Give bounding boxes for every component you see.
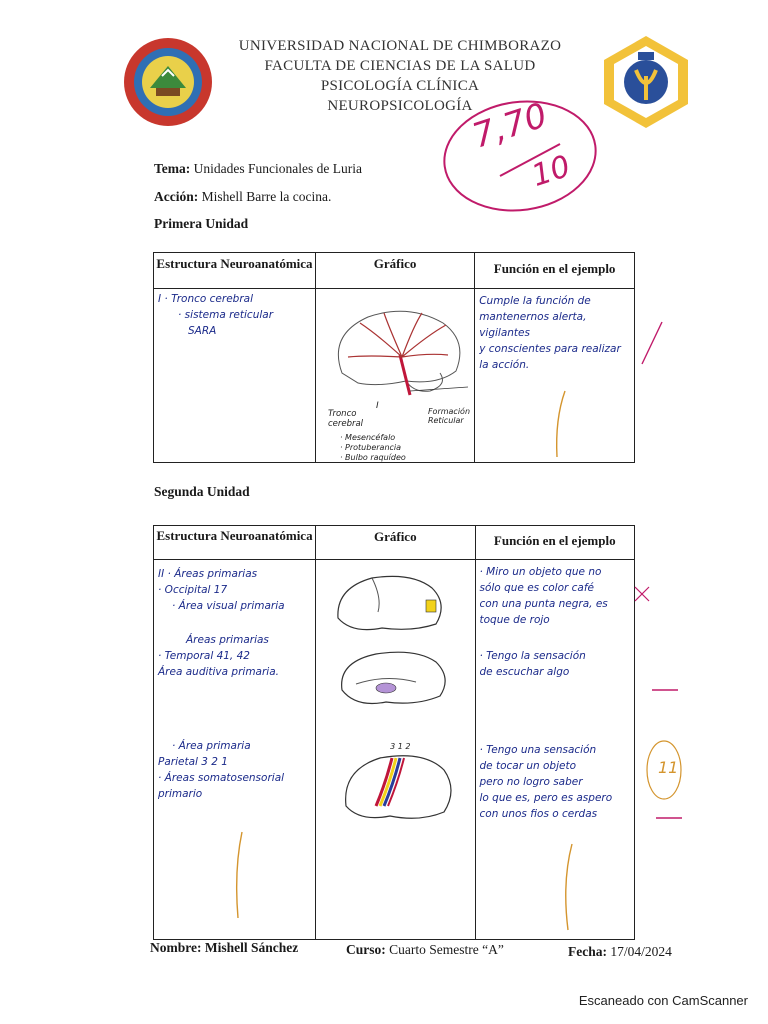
unit2-structure-line: Parietal 3 2 1 [158, 756, 228, 768]
unit2-function-line: con unos fios o cerdas [479, 808, 598, 820]
margin-x-mark [632, 584, 652, 604]
unit1-function-line: mantenernos alerta, vigilantes [479, 311, 587, 339]
accion-value: Mishell Barre la cocina. [201, 189, 332, 204]
grade-total: 10 [527, 148, 575, 195]
curso-value: Cuarto Semestre “A” [389, 942, 504, 957]
footer-name [150, 940, 298, 956]
unit1-function-line: la acción. [479, 359, 530, 371]
unit1-header-graphic: Gráfico [315, 253, 474, 289]
header-faculty: FACULTA DE CIENCIAS DE LA SALUD [264, 58, 536, 74]
unit2-function-line: con una punta negra, es [479, 598, 608, 610]
diagram-part: · Bulbo raquídeo [339, 453, 406, 462]
unit2-header-graphic: Gráfico [316, 526, 475, 560]
tema-line [154, 161, 362, 177]
unit1-header-structure: Estructura Neuroanatómica [154, 253, 316, 289]
unit2-function-line: lo que es, pero es aspero [479, 792, 613, 804]
grade-mark [440, 96, 600, 216]
diagram-label-tronco: Tronco cerebral [327, 409, 364, 429]
unit2-function-line: pero no logro saber [479, 776, 583, 788]
margin-score-mark: 11 [658, 758, 679, 777]
blank-strike-mark [558, 842, 578, 932]
accion-line [154, 189, 331, 205]
unit1-graphic-cell [315, 289, 474, 463]
tema-label: Tema: [154, 161, 191, 176]
unit2-structure-line: · Áreas somatosensorial [158, 772, 285, 784]
unit2-function-cell [475, 560, 635, 940]
unit2-function-line: · Tengo una sensación [479, 744, 597, 756]
unit1-structure-cell [154, 289, 316, 463]
unit2-header-function: Función en el ejemplo [475, 526, 635, 560]
unit1-function-line: y conscientes para realizar [479, 343, 621, 355]
unit1-title: Primera Unidad [154, 216, 249, 231]
unit2-structure-line: · Temporal 41, 42 [158, 650, 250, 662]
unit2-header-structure: Estructura Neuroanatómica [154, 526, 316, 560]
unit2-structure-line: primario [158, 788, 203, 800]
unit2-function-line: toque de rojo [479, 614, 550, 626]
unit1-structure-line: · sistema reticular [178, 309, 274, 321]
brain-occipital-diagram [332, 568, 452, 638]
unit2-graphic-cell [316, 560, 475, 940]
accion-label: Acción: [154, 189, 199, 204]
footer-course [346, 942, 504, 958]
blank-strike-mark [230, 830, 250, 920]
diagram-numeral: I [375, 401, 379, 411]
brain-temporal-diagram [336, 646, 456, 714]
unit1-header-function: Función en el ejemplo [475, 253, 635, 289]
header-subject: NEUROPSICOLOGÍA [327, 98, 473, 114]
blank-strike-mark [549, 389, 569, 459]
nombre-label: Nombre: [150, 940, 202, 955]
margin-dash-mark [650, 684, 680, 696]
fecha-label: Fecha: [568, 944, 607, 959]
header-career: PSICOLOGÍA CLÍNICA [320, 78, 480, 94]
camscanner-watermark: Escaneado con CamScanner [578, 993, 748, 1008]
unit1-function-line: Cumple la función de [479, 295, 591, 307]
unit2-structure-line: · Occipital 17 [158, 584, 228, 596]
nombre-value: Mishell Sánchez [204, 940, 299, 955]
unit2-title: Segunda Unidad [154, 484, 250, 499]
unit2-structure-line: · Área visual primaria [172, 600, 285, 612]
diagram-parts-list [340, 433, 406, 463]
margin-check-mark [636, 318, 666, 368]
unit1-structure-line: I · Tronco cerebral [158, 293, 253, 305]
unit1-function-cell [475, 289, 635, 463]
unit2-structure-line: Áreas primarias [186, 634, 269, 646]
header-university: UNIVERSIDAD NACIONAL DE CHIMBORAZO [238, 38, 562, 54]
unit2-structure-line: · Área primaria [172, 740, 251, 752]
unit2-function-line: · Tengo la sensación [479, 650, 586, 662]
unit2-function-line: de escuchar algo [479, 666, 570, 678]
brain-reticular-diagram [318, 295, 476, 405]
unit2-structure-line: Área auditiva primaria. [158, 666, 279, 678]
unit2-structure-cell [154, 560, 316, 940]
unit2-function-line: de tocar un objeto [479, 760, 577, 772]
unit1-structure-line: SARA [188, 325, 217, 337]
diagram-c-label: 3 1 2 [390, 742, 411, 751]
brain-parietal-diagram [340, 750, 460, 830]
footer-date [568, 944, 672, 960]
unit2-structure-line: II · Áreas primarias [158, 568, 258, 580]
diagram-label-formacion: Formación Reticular [427, 407, 471, 425]
fecha-value: 17/04/2024 [610, 944, 672, 959]
curso-label: Curso: [346, 942, 386, 957]
margin-dash-mark [654, 812, 684, 824]
unit2-table [153, 525, 635, 940]
tema-value: Unidades Funcionales de Luria [193, 161, 362, 176]
unit2-function-line: · Miro un objeto que no [479, 566, 602, 578]
unit1-table [153, 252, 635, 463]
diagram-part: · Protuberancia [339, 443, 402, 452]
faculty-hexagon-logo [598, 34, 694, 130]
diagram-part: · Mesencéfalo [339, 433, 396, 442]
unit2-function-line: sólo que es color café [479, 582, 595, 594]
grade-score: 7,70 [467, 95, 553, 157]
